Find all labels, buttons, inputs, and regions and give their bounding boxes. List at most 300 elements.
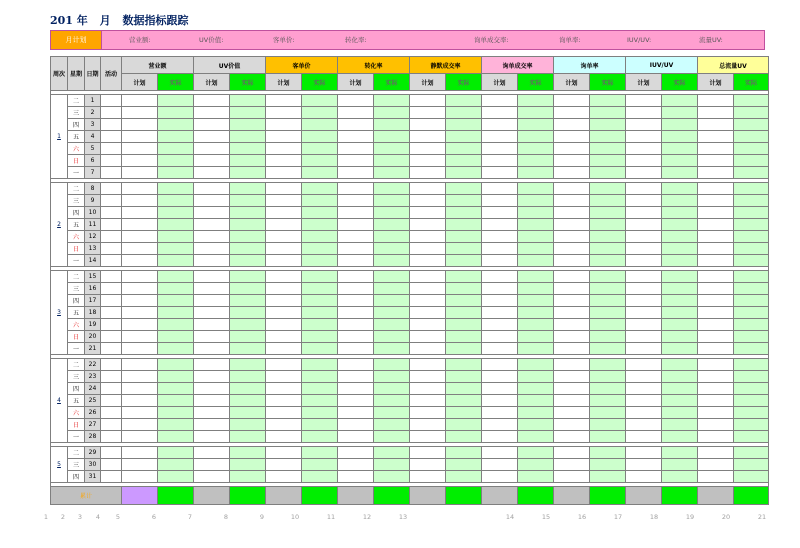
actual-cell[interactable] (230, 371, 266, 383)
plan-cell[interactable] (338, 219, 374, 231)
plan-cell[interactable] (338, 319, 374, 331)
actual-cell[interactable] (446, 167, 482, 179)
actual-cell[interactable] (590, 219, 626, 231)
actual-cell[interactable] (230, 219, 266, 231)
actual-cell[interactable] (518, 283, 554, 295)
actual-cell[interactable] (734, 231, 769, 243)
actual-cell[interactable] (734, 447, 769, 459)
actual-cell[interactable] (662, 271, 698, 283)
plan-cell[interactable] (626, 295, 662, 307)
actual-cell[interactable] (446, 359, 482, 371)
actual-cell[interactable] (662, 119, 698, 131)
plan-cell[interactable] (266, 395, 302, 407)
total-plan-cell[interactable] (194, 487, 230, 505)
actual-cell[interactable] (302, 195, 338, 207)
plan-cell[interactable] (554, 183, 590, 195)
plan-cell[interactable] (122, 231, 158, 243)
actual-cell[interactable] (158, 183, 194, 195)
plan-metric-inquiry-rate[interactable]: 询单率: (559, 36, 581, 44)
actual-cell[interactable] (302, 383, 338, 395)
actual-cell[interactable] (662, 471, 698, 483)
actual-cell[interactable] (374, 471, 410, 483)
actual-cell[interactable] (158, 343, 194, 355)
plan-cell[interactable] (698, 383, 734, 395)
plan-cell[interactable] (698, 447, 734, 459)
activity-cell[interactable] (101, 359, 122, 371)
plan-cell[interactable] (554, 195, 590, 207)
plan-cell[interactable] (338, 231, 374, 243)
plan-cell[interactable] (122, 371, 158, 383)
plan-cell[interactable] (338, 295, 374, 307)
actual-cell[interactable] (734, 243, 769, 255)
actual-cell[interactable] (662, 183, 698, 195)
activity-cell[interactable] (101, 207, 122, 219)
total-plan-cell[interactable] (122, 487, 158, 505)
actual-cell[interactable] (302, 243, 338, 255)
actual-cell[interactable] (374, 307, 410, 319)
actual-cell[interactable] (662, 307, 698, 319)
actual-cell[interactable] (158, 207, 194, 219)
plan-cell[interactable] (122, 459, 158, 471)
actual-cell[interactable] (446, 343, 482, 355)
actual-cell[interactable] (302, 431, 338, 443)
actual-cell[interactable] (734, 183, 769, 195)
plan-cell[interactable] (482, 107, 518, 119)
plan-cell[interactable] (194, 283, 230, 295)
actual-cell[interactable] (302, 231, 338, 243)
plan-cell[interactable] (482, 407, 518, 419)
plan-cell[interactable] (554, 319, 590, 331)
actual-cell[interactable] (446, 447, 482, 459)
plan-cell[interactable] (698, 131, 734, 143)
actual-cell[interactable] (374, 447, 410, 459)
actual-cell[interactable] (302, 471, 338, 483)
plan-cell[interactable] (266, 119, 302, 131)
actual-cell[interactable] (302, 131, 338, 143)
actual-cell[interactable] (734, 155, 769, 167)
plan-cell[interactable] (266, 283, 302, 295)
activity-cell[interactable] (101, 295, 122, 307)
plan-cell[interactable] (266, 195, 302, 207)
plan-cell[interactable] (554, 295, 590, 307)
plan-cell[interactable] (554, 447, 590, 459)
activity-cell[interactable] (101, 419, 122, 431)
plan-cell[interactable] (626, 395, 662, 407)
plan-cell[interactable] (410, 343, 446, 355)
actual-cell[interactable] (518, 459, 554, 471)
actual-cell[interactable] (518, 243, 554, 255)
plan-cell[interactable] (554, 143, 590, 155)
activity-cell[interactable] (101, 131, 122, 143)
actual-cell[interactable] (230, 447, 266, 459)
plan-cell[interactable] (194, 183, 230, 195)
plan-cell[interactable] (554, 107, 590, 119)
activity-cell[interactable] (101, 219, 122, 231)
total-plan-cell[interactable] (338, 487, 374, 505)
plan-cell[interactable] (338, 255, 374, 267)
plan-metric-iuv-uv[interactable]: IUV/UV: (627, 36, 652, 44)
actual-cell[interactable] (590, 331, 626, 343)
plan-cell[interactable] (482, 183, 518, 195)
plan-cell[interactable] (338, 343, 374, 355)
plan-cell[interactable] (482, 271, 518, 283)
actual-cell[interactable] (590, 431, 626, 443)
actual-cell[interactable] (446, 459, 482, 471)
plan-cell[interactable] (698, 459, 734, 471)
actual-cell[interactable] (374, 271, 410, 283)
actual-cell[interactable] (230, 343, 266, 355)
plan-cell[interactable] (410, 119, 446, 131)
actual-cell[interactable] (662, 255, 698, 267)
plan-cell[interactable] (626, 447, 662, 459)
total-actual-cell[interactable] (374, 487, 410, 505)
plan-cell[interactable] (410, 295, 446, 307)
plan-cell[interactable] (122, 471, 158, 483)
plan-cell[interactable] (698, 167, 734, 179)
actual-cell[interactable] (662, 395, 698, 407)
actual-cell[interactable] (590, 95, 626, 107)
actual-cell[interactable] (446, 255, 482, 267)
plan-cell[interactable] (194, 331, 230, 343)
plan-cell[interactable] (122, 319, 158, 331)
plan-cell[interactable] (266, 459, 302, 471)
actual-cell[interactable] (518, 95, 554, 107)
plan-cell[interactable] (122, 255, 158, 267)
plan-cell[interactable] (338, 471, 374, 483)
plan-cell[interactable] (410, 283, 446, 295)
actual-cell[interactable] (590, 155, 626, 167)
plan-cell[interactable] (266, 447, 302, 459)
plan-cell[interactable] (554, 219, 590, 231)
actual-cell[interactable] (590, 271, 626, 283)
actual-cell[interactable] (374, 371, 410, 383)
plan-cell[interactable] (194, 155, 230, 167)
actual-cell[interactable] (734, 271, 769, 283)
actual-cell[interactable] (518, 371, 554, 383)
total-plan-cell[interactable] (410, 487, 446, 505)
plan-cell[interactable] (482, 95, 518, 107)
plan-cell[interactable] (122, 95, 158, 107)
actual-cell[interactable] (734, 207, 769, 219)
actual-cell[interactable] (374, 295, 410, 307)
plan-cell[interactable] (698, 271, 734, 283)
actual-cell[interactable] (734, 295, 769, 307)
plan-cell[interactable] (410, 131, 446, 143)
plan-cell[interactable] (410, 447, 446, 459)
actual-cell[interactable] (374, 343, 410, 355)
plan-cell[interactable] (194, 343, 230, 355)
plan-cell[interactable] (122, 219, 158, 231)
activity-cell[interactable] (101, 95, 122, 107)
plan-cell[interactable] (698, 207, 734, 219)
actual-cell[interactable] (662, 143, 698, 155)
plan-cell[interactable] (194, 231, 230, 243)
plan-cell[interactable] (482, 395, 518, 407)
plan-cell[interactable] (194, 371, 230, 383)
plan-cell[interactable] (338, 207, 374, 219)
total-actual-cell[interactable] (158, 487, 194, 505)
actual-cell[interactable] (590, 183, 626, 195)
actual-cell[interactable] (230, 155, 266, 167)
actual-cell[interactable] (590, 419, 626, 431)
actual-cell[interactable] (734, 459, 769, 471)
activity-cell[interactable] (101, 271, 122, 283)
plan-cell[interactable] (266, 107, 302, 119)
actual-cell[interactable] (518, 359, 554, 371)
actual-cell[interactable] (230, 459, 266, 471)
plan-cell[interactable] (410, 207, 446, 219)
plan-cell[interactable] (122, 283, 158, 295)
plan-cell[interactable] (698, 307, 734, 319)
actual-cell[interactable] (590, 319, 626, 331)
actual-cell[interactable] (734, 219, 769, 231)
actual-cell[interactable] (518, 419, 554, 431)
actual-cell[interactable] (158, 167, 194, 179)
plan-cell[interactable] (698, 471, 734, 483)
plan-cell[interactable] (410, 407, 446, 419)
actual-cell[interactable] (446, 119, 482, 131)
actual-cell[interactable] (374, 107, 410, 119)
actual-cell[interactable] (158, 431, 194, 443)
actual-cell[interactable] (518, 131, 554, 143)
plan-cell[interactable] (266, 471, 302, 483)
plan-cell[interactable] (266, 183, 302, 195)
plan-cell[interactable] (698, 219, 734, 231)
plan-cell[interactable] (554, 231, 590, 243)
plan-cell[interactable] (338, 395, 374, 407)
actual-cell[interactable] (446, 95, 482, 107)
plan-cell[interactable] (410, 319, 446, 331)
actual-cell[interactable] (662, 343, 698, 355)
plan-cell[interactable] (626, 195, 662, 207)
plan-cell[interactable] (338, 167, 374, 179)
actual-cell[interactable] (662, 359, 698, 371)
plan-cell[interactable] (482, 459, 518, 471)
plan-cell[interactable] (410, 371, 446, 383)
plan-cell[interactable] (338, 331, 374, 343)
actual-cell[interactable] (662, 107, 698, 119)
actual-cell[interactable] (518, 143, 554, 155)
total-actual-cell[interactable] (302, 487, 338, 505)
actual-cell[interactable] (230, 383, 266, 395)
actual-cell[interactable] (374, 243, 410, 255)
plan-cell[interactable] (194, 95, 230, 107)
plan-cell[interactable] (266, 407, 302, 419)
plan-cell[interactable] (626, 383, 662, 395)
plan-cell[interactable] (266, 143, 302, 155)
plan-cell[interactable] (554, 459, 590, 471)
plan-cell[interactable] (410, 155, 446, 167)
plan-cell[interactable] (266, 343, 302, 355)
plan-cell[interactable] (122, 419, 158, 431)
plan-cell[interactable] (194, 243, 230, 255)
actual-cell[interactable] (590, 231, 626, 243)
actual-cell[interactable] (374, 219, 410, 231)
actual-cell[interactable] (734, 407, 769, 419)
plan-cell[interactable] (338, 143, 374, 155)
actual-cell[interactable] (230, 319, 266, 331)
actual-cell[interactable] (374, 331, 410, 343)
actual-cell[interactable] (446, 107, 482, 119)
actual-cell[interactable] (230, 107, 266, 119)
plan-cell[interactable] (266, 95, 302, 107)
plan-cell[interactable] (626, 371, 662, 383)
actual-cell[interactable] (662, 231, 698, 243)
activity-cell[interactable] (101, 331, 122, 343)
actual-cell[interactable] (590, 131, 626, 143)
plan-cell[interactable] (482, 307, 518, 319)
plan-metric-conversion[interactable]: 转化率: (345, 36, 367, 44)
plan-cell[interactable] (122, 343, 158, 355)
plan-cell[interactable] (122, 307, 158, 319)
activity-cell[interactable] (101, 143, 122, 155)
actual-cell[interactable] (446, 383, 482, 395)
plan-cell[interactable] (698, 431, 734, 443)
actual-cell[interactable] (734, 167, 769, 179)
activity-cell[interactable] (101, 319, 122, 331)
plan-cell[interactable] (482, 331, 518, 343)
actual-cell[interactable] (158, 271, 194, 283)
actual-cell[interactable] (374, 395, 410, 407)
plan-cell[interactable] (194, 447, 230, 459)
plan-cell[interactable] (554, 331, 590, 343)
actual-cell[interactable] (230, 195, 266, 207)
actual-cell[interactable] (518, 231, 554, 243)
actual-cell[interactable] (230, 95, 266, 107)
total-actual-cell[interactable] (230, 487, 266, 505)
actual-cell[interactable] (374, 143, 410, 155)
plan-cell[interactable] (626, 243, 662, 255)
plan-cell[interactable] (410, 307, 446, 319)
actual-cell[interactable] (590, 359, 626, 371)
plan-cell[interactable] (266, 219, 302, 231)
plan-cell[interactable] (122, 407, 158, 419)
plan-cell[interactable] (626, 359, 662, 371)
actual-cell[interactable] (734, 371, 769, 383)
activity-cell[interactable] (101, 107, 122, 119)
plan-cell[interactable] (482, 283, 518, 295)
plan-cell[interactable] (626, 319, 662, 331)
actual-cell[interactable] (446, 371, 482, 383)
plan-cell[interactable] (338, 383, 374, 395)
activity-cell[interactable] (101, 119, 122, 131)
actual-cell[interactable] (518, 195, 554, 207)
actual-cell[interactable] (446, 295, 482, 307)
plan-cell[interactable] (410, 459, 446, 471)
actual-cell[interactable] (662, 319, 698, 331)
actual-cell[interactable] (734, 307, 769, 319)
plan-cell[interactable] (338, 407, 374, 419)
activity-cell[interactable] (101, 371, 122, 383)
plan-cell[interactable] (122, 383, 158, 395)
plan-cell[interactable] (482, 419, 518, 431)
plan-metric-traffic-uv[interactable]: 流量UV: (699, 36, 723, 44)
actual-cell[interactable] (230, 295, 266, 307)
actual-cell[interactable] (734, 283, 769, 295)
plan-cell[interactable] (698, 155, 734, 167)
plan-cell[interactable] (698, 419, 734, 431)
plan-cell[interactable] (626, 343, 662, 355)
plan-cell[interactable] (194, 295, 230, 307)
actual-cell[interactable] (302, 271, 338, 283)
activity-cell[interactable] (101, 195, 122, 207)
actual-cell[interactable] (590, 407, 626, 419)
actual-cell[interactable] (734, 255, 769, 267)
plan-cell[interactable] (554, 119, 590, 131)
actual-cell[interactable] (590, 371, 626, 383)
actual-cell[interactable] (734, 95, 769, 107)
actual-cell[interactable] (302, 319, 338, 331)
actual-cell[interactable] (302, 343, 338, 355)
plan-cell[interactable] (698, 183, 734, 195)
plan-cell[interactable] (482, 471, 518, 483)
plan-cell[interactable] (626, 471, 662, 483)
actual-cell[interactable] (302, 447, 338, 459)
actual-cell[interactable] (374, 319, 410, 331)
actual-cell[interactable] (374, 167, 410, 179)
plan-cell[interactable] (194, 131, 230, 143)
actual-cell[interactable] (734, 195, 769, 207)
actual-cell[interactable] (374, 119, 410, 131)
actual-cell[interactable] (446, 395, 482, 407)
actual-cell[interactable] (734, 471, 769, 483)
plan-cell[interactable] (698, 359, 734, 371)
plan-cell[interactable] (194, 419, 230, 431)
plan-cell[interactable] (122, 207, 158, 219)
total-actual-cell[interactable] (662, 487, 698, 505)
plan-cell[interactable] (338, 431, 374, 443)
plan-cell[interactable] (482, 219, 518, 231)
actual-cell[interactable] (230, 167, 266, 179)
plan-cell[interactable] (122, 167, 158, 179)
plan-cell[interactable] (266, 255, 302, 267)
actual-cell[interactable] (302, 371, 338, 383)
actual-cell[interactable] (158, 383, 194, 395)
actual-cell[interactable] (302, 183, 338, 195)
plan-cell[interactable] (554, 419, 590, 431)
actual-cell[interactable] (158, 447, 194, 459)
plan-cell[interactable] (482, 167, 518, 179)
actual-cell[interactable] (590, 343, 626, 355)
actual-cell[interactable] (662, 243, 698, 255)
activity-cell[interactable] (101, 283, 122, 295)
plan-cell[interactable] (194, 107, 230, 119)
plan-metric-inquiry-close[interactable]: 询单成交率: (474, 36, 509, 44)
actual-cell[interactable] (518, 471, 554, 483)
actual-cell[interactable] (662, 167, 698, 179)
actual-cell[interactable] (158, 395, 194, 407)
actual-cell[interactable] (518, 155, 554, 167)
plan-cell[interactable] (266, 155, 302, 167)
actual-cell[interactable] (734, 343, 769, 355)
activity-cell[interactable] (101, 383, 122, 395)
plan-cell[interactable] (122, 331, 158, 343)
actual-cell[interactable] (230, 283, 266, 295)
actual-cell[interactable] (302, 283, 338, 295)
actual-cell[interactable] (374, 431, 410, 443)
plan-cell[interactable] (554, 359, 590, 371)
plan-cell[interactable] (266, 331, 302, 343)
activity-cell[interactable] (101, 471, 122, 483)
actual-cell[interactable] (374, 419, 410, 431)
actual-cell[interactable] (302, 407, 338, 419)
actual-cell[interactable] (230, 271, 266, 283)
plan-cell[interactable] (698, 95, 734, 107)
plan-cell[interactable] (554, 371, 590, 383)
actual-cell[interactable] (158, 143, 194, 155)
plan-cell[interactable] (554, 207, 590, 219)
actual-cell[interactable] (230, 183, 266, 195)
